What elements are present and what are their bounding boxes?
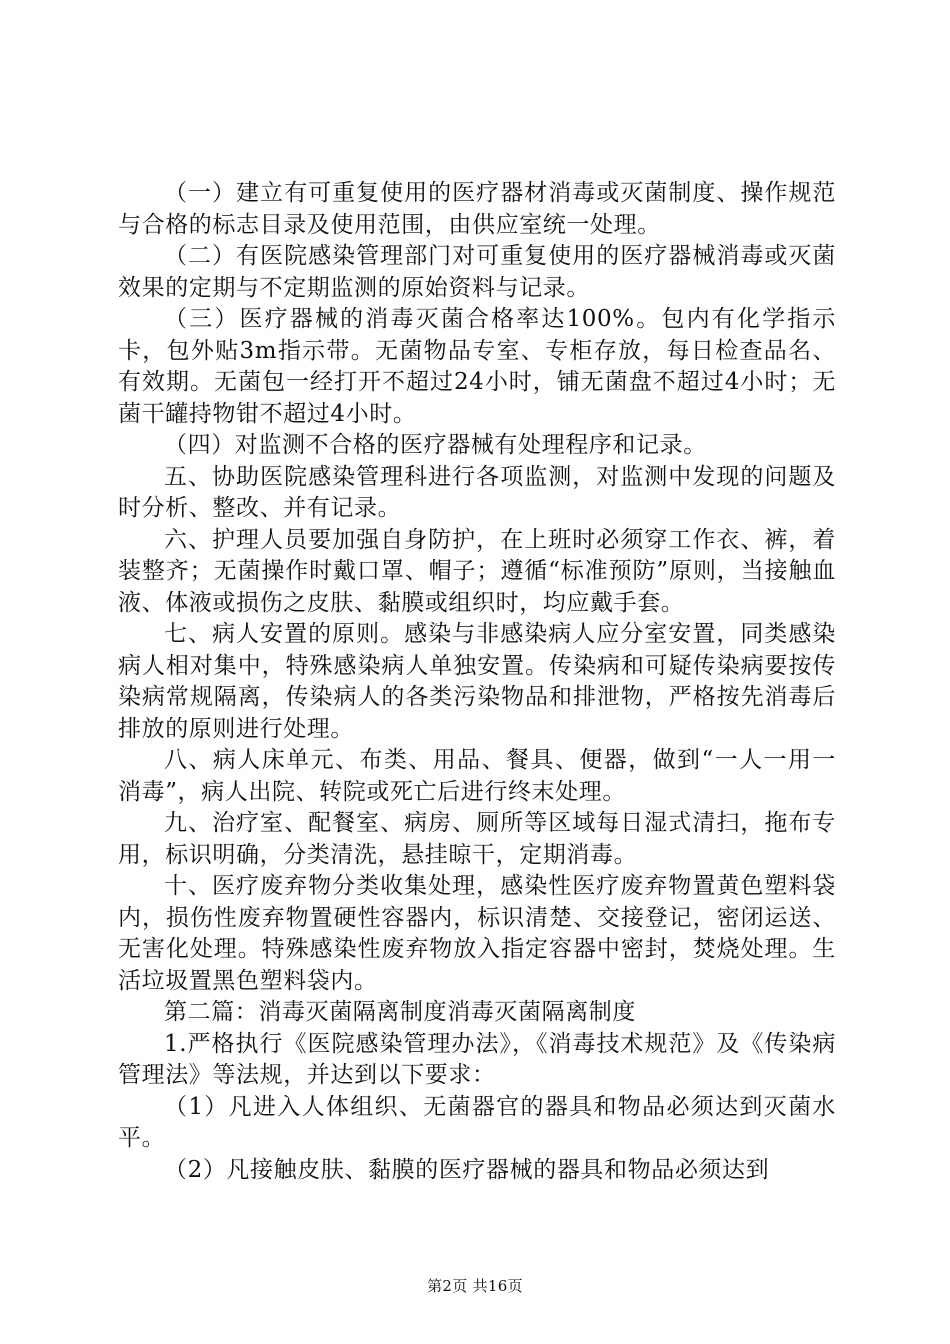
paragraph-2: （二）有医院感染管理部门对可重复使用的医疗器械消毒或灭菌效果的定期与不定期监测的原始资料与记录。 [118,243,836,301]
paragraph-3: （三）医疗器械的消毒灭菌合格率达100%。包内有化学指示卡，包外贴3m指示带。无菌物品专室、专柜存放，每日检查品名、有效期。无菌包一经打开不超过24小时，铺无菌盘不超过4小时；无菌干罐持物钳不超过4小时。 [118,306,836,427]
section-heading: 第二篇：消毒灭菌隔离制度消毒灭菌隔离制度 [164,999,636,1025]
paragraph-10: 十、医疗废弃物分类收集处理，感染性医疗废弃物置黄色塑料袋内，损伤性废弃物置硬性容器内，标识清楚、交接登记，密闭运送、无害化处理。特殊感染性废弃物放入指定容器中密封，焚烧处理。生活垃圾置黑色塑料袋内。 [118,873,836,994]
paragraph-8: 八、病人床单元、布类、用品、餐具、便器，做到“一人一用一消毒”，病人出院、转院或死亡后进行终末处理。 [118,747,836,805]
document-body [118,178,836,1186]
paragraph-14: （2）凡接触皮肤、黏膜的医疗器械的器具和物品必须达到 [164,1156,770,1183]
paragraph-13: （1）凡进入人体组织、无菌器官的器具和物品必须达到灭菌水平。 [118,1093,836,1151]
paragraph-1: （一）建立有可重复使用的医疗器材消毒或灭菌制度、操作规范与合格的标志目录及使用范围，由供应室统一处理。 [118,180,836,238]
paragraph-9: 九、治疗室、配餐室、病房、厕所等区域每日湿式清扫，拖布专用，标识明确，分类清洗，悬挂晾干，定期消毒。 [118,810,836,868]
paragraph-5: 五、协助医院感染管理科进行各项监测，对监测中发现的问题及时分析、整改、并有记录。 [118,463,836,521]
paragraph-7: 七、病人安置的原则。感染与非感染病人应分室安置，同类感染病人相对集中，特殊感染病人单独安置。传染病和可疑传染病要按传染病常规隔离，传染病人的各类污染物品和排泄物，严格按先消毒后排放的原则进行处理。 [118,621,836,742]
paragraph-4: （四）对监测不合格的医疗器械有处理程序和记录。 [164,432,707,458]
paragraph-12: 1.严格执行《医院感染管理办法》，《消毒技术规范》及《传染病管理法》等法规，并达到以下要求： [118,1030,836,1088]
paragraph-6: 六、护理人员要加强自身防护，在上班时必须穿工作衣、裤，着装整齐；无菌操作时戴口罩、帽子；遵循“标准预防”原则，当接触血液、体液或损伤之皮肤、黏膜或组织时，均应戴手套。 [118,526,836,616]
page-number-footer: 第2页 共16页 [427,1277,523,1295]
